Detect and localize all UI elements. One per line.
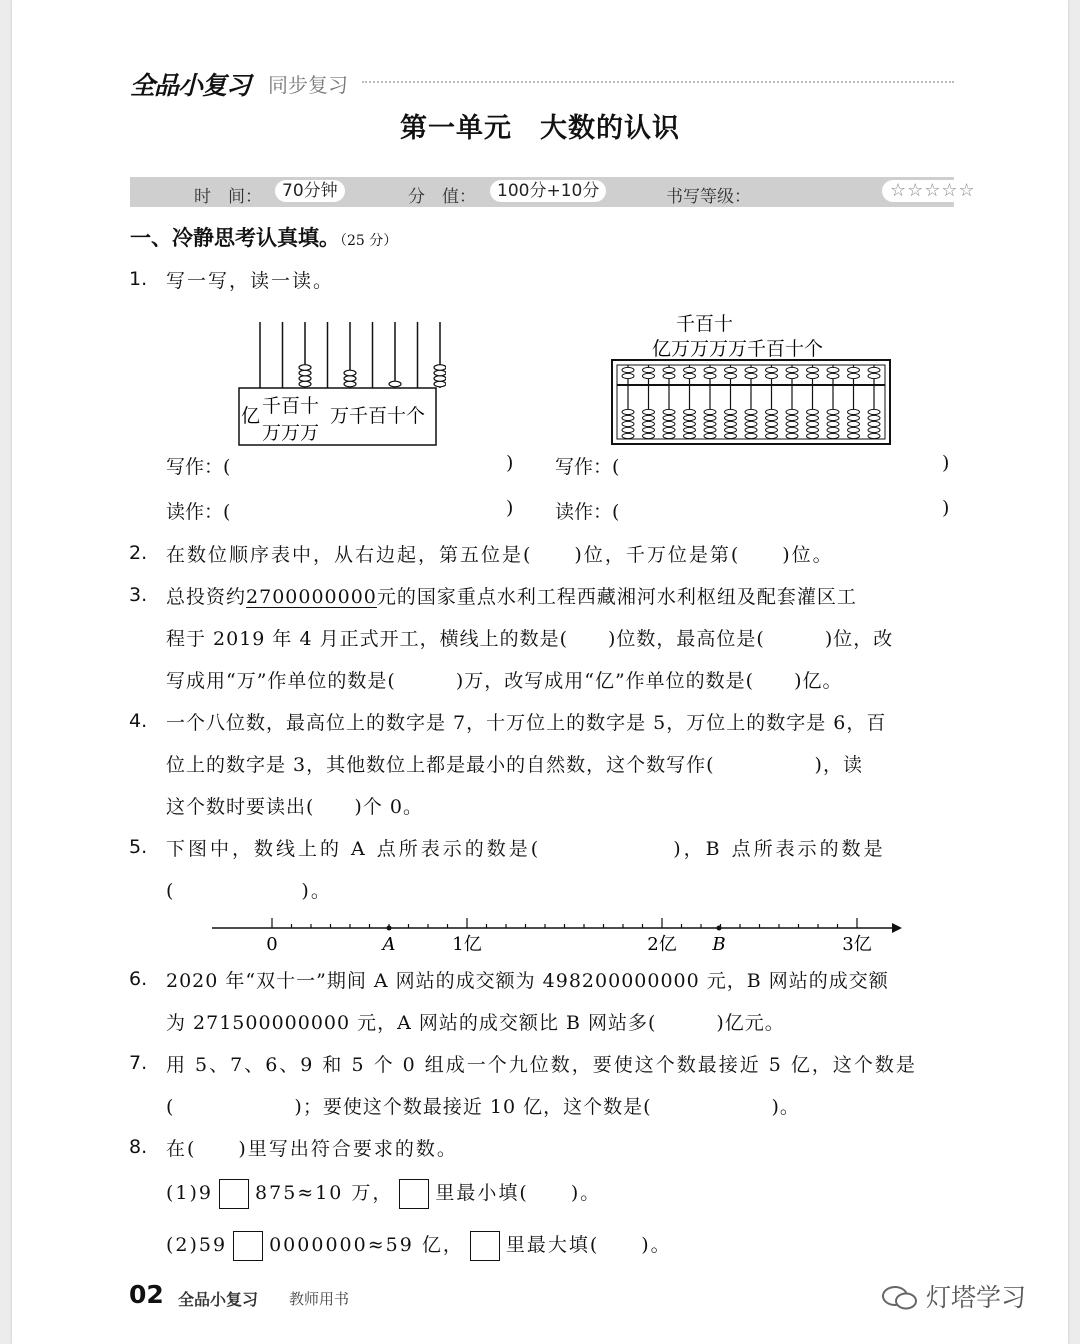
abacus-upper-bead (622, 367, 634, 372)
abacus-upper-bead (725, 373, 737, 378)
frame-bead (434, 381, 446, 387)
abacus-upper-bead (684, 373, 696, 378)
frame-bead (434, 370, 446, 376)
abacus-upper-bead (704, 367, 716, 372)
frame-label-bottom: 万万万 (262, 422, 320, 444)
abacus-lower-bead (868, 427, 880, 432)
abacus-lower-bead (827, 427, 839, 432)
abacus-upper-bead (766, 373, 778, 378)
number-line (212, 910, 912, 956)
abacus-lower-bead (622, 409, 634, 414)
abacus-diagram (608, 306, 898, 448)
q1-write-left: 写作：( (166, 456, 231, 478)
abacus-upper-bead (786, 373, 798, 378)
q1-read-left: 读作：( (166, 501, 231, 523)
abacus-label-bottom: 亿万万万万千百十个 (652, 338, 824, 360)
answer-box[interactable] (233, 1231, 263, 1261)
question-text: 用 5、7、6、9 和 5 个 0 组成一个九位数，要使这个数最接近 5 亿，这个数是 (166, 1054, 917, 1076)
frame-label-right: 万千百十个 (330, 405, 426, 427)
question-text: ( )；要使这个数最接近 10 亿，这个数是( )。 (166, 1096, 800, 1118)
abacus-upper-bead (725, 367, 737, 372)
question-number: 2. (129, 542, 148, 564)
question-number: 4. (129, 710, 148, 732)
abacus-upper-bead (827, 367, 839, 372)
abacus-lower-bead (684, 421, 696, 426)
point-a (387, 926, 392, 931)
abacus-upper-bead (848, 367, 860, 372)
footer-brand: 全品小复习 (178, 1290, 259, 1309)
section-title: 一、冷静思考认真填。（25 分） (130, 225, 398, 250)
abacus-lower-bead (766, 427, 778, 432)
worksheet-page (12, 0, 1068, 1344)
frame-bead (344, 381, 356, 387)
abacus-lower-bead (766, 433, 778, 438)
question-number: 5. (129, 836, 148, 858)
question-text: ( )。 (166, 880, 332, 902)
frame-bead (434, 365, 446, 371)
series-label: 同步复习 (268, 73, 348, 97)
abacus-lower-bead (786, 415, 798, 420)
frame-label-top: 千百十 (262, 395, 320, 417)
abacus-lower-bead (622, 427, 634, 432)
question-number: 1. (129, 268, 148, 290)
abacus-lower-bead (807, 427, 819, 432)
q1-write-right-close: ) (942, 452, 950, 474)
question-text: 在数位顺序表中，从右边起，第五位是( )位，千万位是第( )位。 (166, 544, 834, 566)
header-divider (362, 81, 954, 83)
abacus-lower-bead (643, 433, 655, 438)
abacus-lower-bead (704, 433, 716, 438)
question-text: 2020 年“双十一”期间 A 网站的成交额为 498200000000 元，B 网站的成交额 (166, 970, 889, 992)
question-text: 位上的数字是 3，其他数位上都是最小的自然数，这个数写作( )，读 (166, 754, 863, 776)
frame-bead (299, 370, 311, 376)
question-number: 6. (129, 968, 148, 990)
grade-stars: ☆☆☆☆☆ (882, 180, 984, 202)
nl-label-a: A (382, 934, 396, 955)
question-number: 3. (129, 584, 148, 606)
point-b (717, 926, 722, 931)
nl-label-3yi: 3亿 (842, 934, 872, 955)
subquestion-2: (2)59 0000000≈59 亿， 里最大填( )。 (166, 1230, 672, 1261)
abacus-upper-bead (643, 367, 655, 372)
abacus-lower-bead (725, 415, 737, 420)
frame-bead (344, 370, 356, 376)
question-text: 下图中，数线上的 A 点所表示的数是( )，B 点所表示的数是 (166, 838, 886, 860)
abacus-lower-bead (766, 415, 778, 420)
abacus-lower-bead (807, 433, 819, 438)
abacus-lower-bead (827, 421, 839, 426)
frame-bead (389, 381, 401, 387)
frame-bead (299, 365, 311, 371)
abacus-lower-bead (622, 421, 634, 426)
question-text: 这个数时要读出( )个 0。 (166, 796, 423, 818)
abacus-upper-bead (786, 367, 798, 372)
abacus-lower-bead (868, 421, 880, 426)
abacus-upper-bead (868, 373, 880, 378)
frame-bead (344, 376, 356, 382)
score-value: 100分+10分 (490, 180, 606, 202)
abacus-upper-bead (827, 373, 839, 378)
abacus-lower-bead (807, 415, 819, 420)
abacus-lower-bead (848, 421, 860, 426)
abacus-upper-bead (868, 367, 880, 372)
q1-write-left-close: ) (506, 452, 514, 474)
abacus-upper-bead (643, 373, 655, 378)
footer-book-type: 教师用书 (289, 1290, 350, 1308)
frame-label-left: 亿 (241, 405, 261, 427)
abacus-lower-bead (868, 433, 880, 438)
abacus-upper-bead (663, 367, 675, 372)
abacus-lower-bead (643, 415, 655, 420)
question-text: 一个八位数，最高位上的数字是 7，十万位上的数字是 5，万位上的数字是 6，百 (166, 712, 887, 734)
subquestion-1: (1)9 875≈10 万， 里最小填( )。 (166, 1178, 601, 1209)
abacus-lower-bead (725, 421, 737, 426)
abacus-lower-bead (766, 421, 778, 426)
abacus-lower-bead (663, 415, 675, 420)
frame-bead (434, 376, 446, 382)
abacus-lower-bead (704, 415, 716, 420)
abacus-upper-bead (622, 373, 634, 378)
abacus-lower-bead (663, 421, 675, 426)
abacus-lower-bead (786, 421, 798, 426)
abacus-lower-bead (848, 427, 860, 432)
abacus-upper-bead (684, 367, 696, 372)
abacus-upper-bead (807, 367, 819, 372)
abacus-lower-bead (704, 421, 716, 426)
grade-label: 书写等级： (666, 187, 751, 207)
abacus-upper-bead (807, 373, 819, 378)
info-bar (130, 177, 976, 207)
time-label: 时 间： (194, 187, 262, 207)
page-title: 第一单元 大数的认识 (400, 113, 680, 144)
abacus-lower-bead (827, 415, 839, 420)
abacus-upper-bead (745, 367, 757, 372)
abacus-upper-bead (848, 373, 860, 378)
abacus-lower-bead (684, 433, 696, 438)
abacus-lower-bead (786, 409, 798, 414)
abacus-lower-bead (684, 409, 696, 414)
abacus-lower-bead (745, 433, 757, 438)
abacus-lower-bead (684, 415, 696, 420)
nl-label-b: B (712, 934, 726, 955)
abacus-lower-bead (766, 409, 778, 414)
abacus-lower-bead (745, 421, 757, 426)
abacus-lower-bead (643, 421, 655, 426)
question-text: 为 271500000000 元，A 网站的成交额比 B 网站多( )亿元。 (166, 1012, 785, 1034)
abacus-lower-bead (663, 433, 675, 438)
abacus-lower-bead (827, 409, 839, 414)
abacus-lower-bead (868, 415, 880, 420)
abacus-upper-bead (704, 373, 716, 378)
time-value: 70分钟 (275, 180, 345, 202)
answer-box-ref[interactable] (399, 1179, 429, 1209)
abacus-upper-bead (663, 373, 675, 378)
answer-box-ref[interactable] (470, 1231, 500, 1261)
abacus-lower-bead (745, 427, 757, 432)
brand-logo: 全品小复习 (130, 71, 251, 100)
abacus-lower-bead (622, 433, 634, 438)
abacus-lower-bead (786, 427, 798, 432)
question-text: 程于 2019 年 4 月正式开工，横线上的数是( )位数，最高位是( )位，改 (166, 628, 894, 650)
frame-bead (299, 381, 311, 387)
abacus-lower-bead (704, 409, 716, 414)
nl-label-1yi: 1亿 (452, 934, 482, 955)
abacus-lower-bead (848, 409, 860, 414)
q1-read-right-close: ) (942, 497, 950, 519)
score-label: 分 值： (408, 187, 476, 207)
nl-label-2yi: 2亿 (647, 934, 677, 955)
abacus-lower-bead (704, 427, 716, 432)
abacus-upper-bead (766, 367, 778, 372)
answer-box[interactable] (219, 1179, 249, 1209)
question-number: 8. (129, 1136, 148, 1158)
abacus-lower-bead (725, 427, 737, 432)
abacus-lower-bead (827, 433, 839, 438)
abacus-lower-bead (663, 427, 675, 432)
q1-write-right: 写作：( (555, 456, 620, 478)
abacus-lower-bead (684, 427, 696, 432)
counting-frame-diagram (236, 318, 446, 448)
wechat-icon (880, 1284, 920, 1312)
q1-read-right: 读作：( (555, 501, 620, 523)
question-text: 写一写，读一读。 (166, 270, 335, 292)
watermark-text: 灯塔学习 (926, 1283, 1027, 1312)
frame-bead (299, 376, 311, 382)
abacus-lower-bead (643, 409, 655, 414)
abacus-lower-bead (807, 409, 819, 414)
question-number: 7. (129, 1052, 148, 1074)
question-text: 在( )里写出符合要求的数。 (166, 1138, 458, 1160)
abacus-lower-bead (745, 415, 757, 420)
abacus-lower-bead (745, 409, 757, 414)
abacus-upper-bead (745, 373, 757, 378)
page-number: 02 (129, 1280, 164, 1309)
q1-read-left-close: ) (506, 497, 514, 519)
abacus-lower-bead (725, 409, 737, 414)
question-text: 写成用“万”作单位的数是( )万，改写成用“亿”作单位的数是( )亿。 (166, 670, 843, 692)
abacus-lower-bead (868, 409, 880, 414)
nl-label-0: 0 (266, 934, 278, 955)
abacus-lower-bead (643, 427, 655, 432)
abacus-lower-bead (622, 415, 634, 420)
abacus-lower-bead (848, 433, 860, 438)
abacus-lower-bead (848, 415, 860, 420)
abacus-lower-bead (663, 409, 675, 414)
abacus-label-top: 千百十 (676, 313, 734, 335)
question-text: 总投资约2700000000元的国家重点水利工程西藏湘河水利枢纽及配套灌区工 (166, 586, 857, 608)
abacus-lower-bead (725, 433, 737, 438)
abacus-lower-bead (786, 433, 798, 438)
underlined-number: 2700000000 (246, 586, 377, 608)
abacus-lower-bead (807, 421, 819, 426)
